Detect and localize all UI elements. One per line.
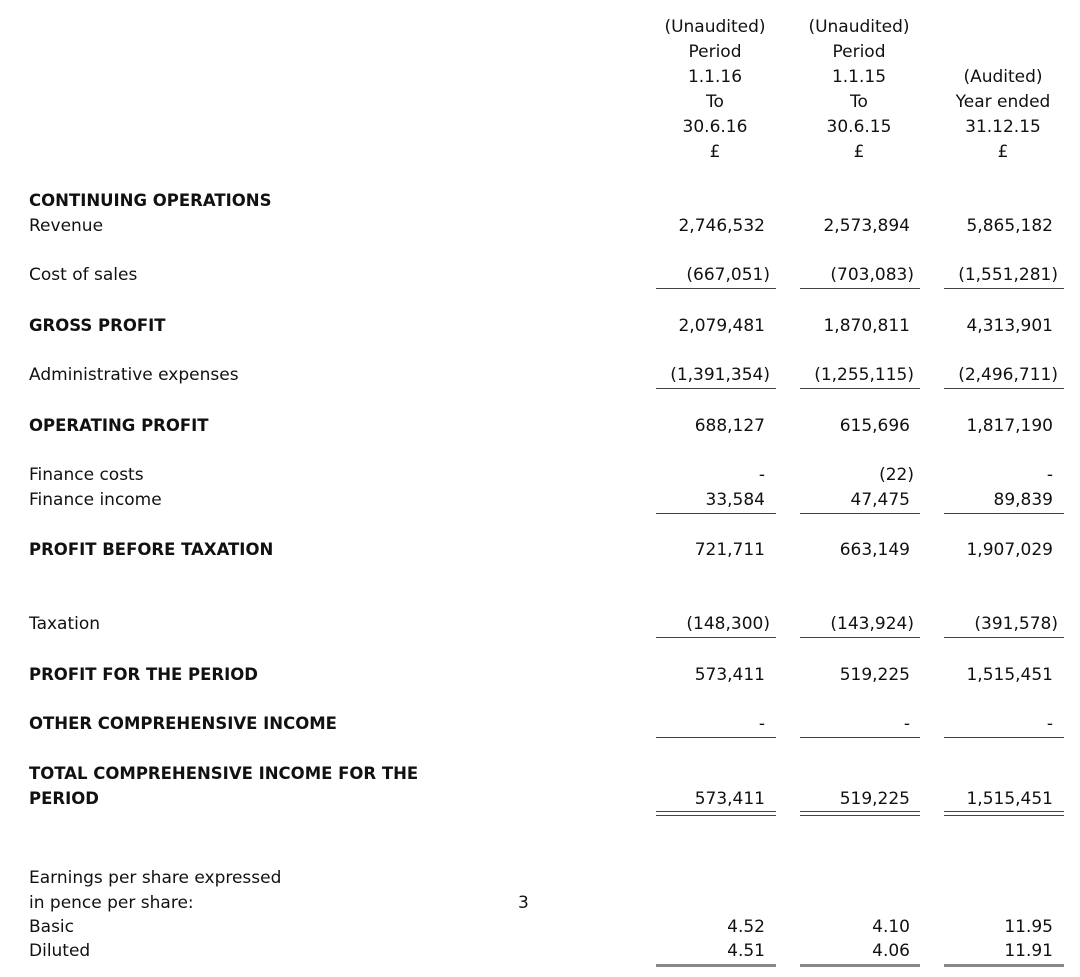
row-label: OTHER COMPREHENSIVE INCOME: [29, 714, 337, 733]
header-line: (Unaudited): [808, 17, 910, 37]
row-label: Cost of sales: [29, 265, 138, 285]
cell-value: 688,127: [694, 416, 765, 436]
cell-value: (703,083): [830, 265, 914, 285]
cell-value: 11.91: [1004, 941, 1053, 961]
row-label: PERIOD: [29, 789, 99, 808]
cell-value: 11.95: [1004, 917, 1053, 937]
cell-value: 663,149: [839, 540, 910, 560]
cell-value: 47,475: [850, 490, 910, 510]
header-line: Period: [688, 42, 742, 62]
cell-value: (143,924): [830, 614, 914, 634]
cell-value: 573,411: [694, 789, 765, 809]
cell-value: 1,515,451: [966, 789, 1053, 809]
row-label: Basic: [29, 917, 75, 937]
row-label: TOTAL COMPREHENSIVE INCOME FOR THE: [29, 764, 419, 783]
rule: [656, 964, 776, 967]
rule: [944, 513, 1064, 514]
cell-value: (1,391,354): [670, 365, 770, 385]
cell-value: 33,584: [705, 490, 765, 510]
header-line: To: [850, 92, 868, 112]
rule: [800, 388, 920, 389]
row-label: PROFIT FOR THE PERIOD: [29, 665, 258, 684]
rule: [656, 388, 776, 389]
cell-value: 1,515,451: [966, 665, 1053, 685]
cell-value: 519,225: [839, 665, 910, 685]
cell-value: 4.51: [727, 941, 765, 961]
column-header-2: [799, 15, 919, 165]
rule: [656, 513, 776, 514]
rule: [800, 737, 920, 738]
cell-value: 4.10: [872, 917, 910, 937]
double-rule: [656, 811, 776, 816]
rule: [800, 964, 920, 967]
row-label: PROFIT BEFORE TAXATION: [29, 540, 274, 559]
row-label: in pence per share:: [29, 893, 194, 913]
header-line: £: [709, 142, 721, 162]
cell-value: 2,573,894: [823, 216, 910, 236]
cell-value: 1,870,811: [823, 316, 910, 336]
header-line: 1.1.16: [687, 67, 743, 87]
section-heading: CONTINUING OPERATIONS: [29, 191, 272, 210]
header-line: (Unaudited): [664, 17, 766, 37]
header-line: 1.1.15: [831, 67, 887, 87]
column-header-1: [655, 15, 775, 165]
double-rule: [944, 811, 1064, 816]
row-label: GROSS PROFIT: [29, 316, 166, 335]
rule: [944, 964, 1064, 967]
cell-value: (667,051): [686, 265, 770, 285]
row-label: Finance income: [29, 490, 162, 510]
cell-value: -: [903, 714, 910, 734]
cell-value: (391,578): [974, 614, 1058, 634]
cell-value: 2,746,532: [678, 216, 765, 236]
double-rule: [800, 811, 920, 816]
row-label: Earnings per share expressed: [29, 868, 282, 888]
row-label: OPERATING PROFIT: [29, 416, 209, 435]
cell-value: -: [1046, 465, 1053, 485]
cell-value: 1,817,190: [966, 416, 1053, 436]
rule: [656, 737, 776, 738]
column-header-3: [943, 65, 1063, 165]
cell-value: 615,696: [839, 416, 910, 436]
row-label: Diluted: [29, 941, 91, 961]
cell-value: -: [758, 714, 765, 734]
rule: [944, 737, 1064, 738]
header-line: (Audited): [963, 67, 1043, 87]
header-line: Period: [832, 42, 886, 62]
rule: [944, 388, 1064, 389]
header-line: 31.12.15: [965, 117, 1041, 137]
note-reference: 3: [518, 893, 529, 913]
cell-value: 89,839: [993, 490, 1053, 510]
header-line: £: [997, 142, 1009, 162]
row-label: Administrative expenses: [29, 365, 239, 385]
cell-value: 5,865,182: [966, 216, 1053, 236]
cell-value: 721,711: [694, 540, 765, 560]
cell-value: 2,079,481: [678, 316, 765, 336]
row-label: Revenue: [29, 216, 104, 236]
cell-value: -: [1046, 714, 1053, 734]
cell-value: -: [758, 465, 765, 485]
rule: [800, 513, 920, 514]
cell-value: 4.52: [727, 917, 765, 937]
rule: [944, 288, 1064, 289]
cell-value: (2,496,711): [958, 365, 1058, 385]
cell-value: (1,255,115): [814, 365, 914, 385]
cell-value: 1,907,029: [966, 540, 1053, 560]
cell-value: (1,551,281): [958, 265, 1058, 285]
header-line: Year ended: [955, 92, 1051, 112]
rule: [800, 637, 920, 638]
cell-value: (148,300): [686, 614, 770, 634]
rule: [656, 288, 776, 289]
cell-value: 4,313,901: [966, 316, 1053, 336]
cell-value: 573,411: [694, 665, 765, 685]
row-label: Finance costs: [29, 465, 144, 485]
rule: [656, 637, 776, 638]
rule: [944, 637, 1064, 638]
rule: [800, 288, 920, 289]
cell-value: (22): [879, 465, 914, 485]
cell-value: 519,225: [839, 789, 910, 809]
row-label: Taxation: [29, 614, 101, 634]
header-line: To: [706, 92, 724, 112]
header-line: 30.6.15: [826, 117, 892, 137]
header-line: £: [853, 142, 865, 162]
header-line: 30.6.16: [682, 117, 748, 137]
cell-value: 4.06: [872, 941, 910, 961]
